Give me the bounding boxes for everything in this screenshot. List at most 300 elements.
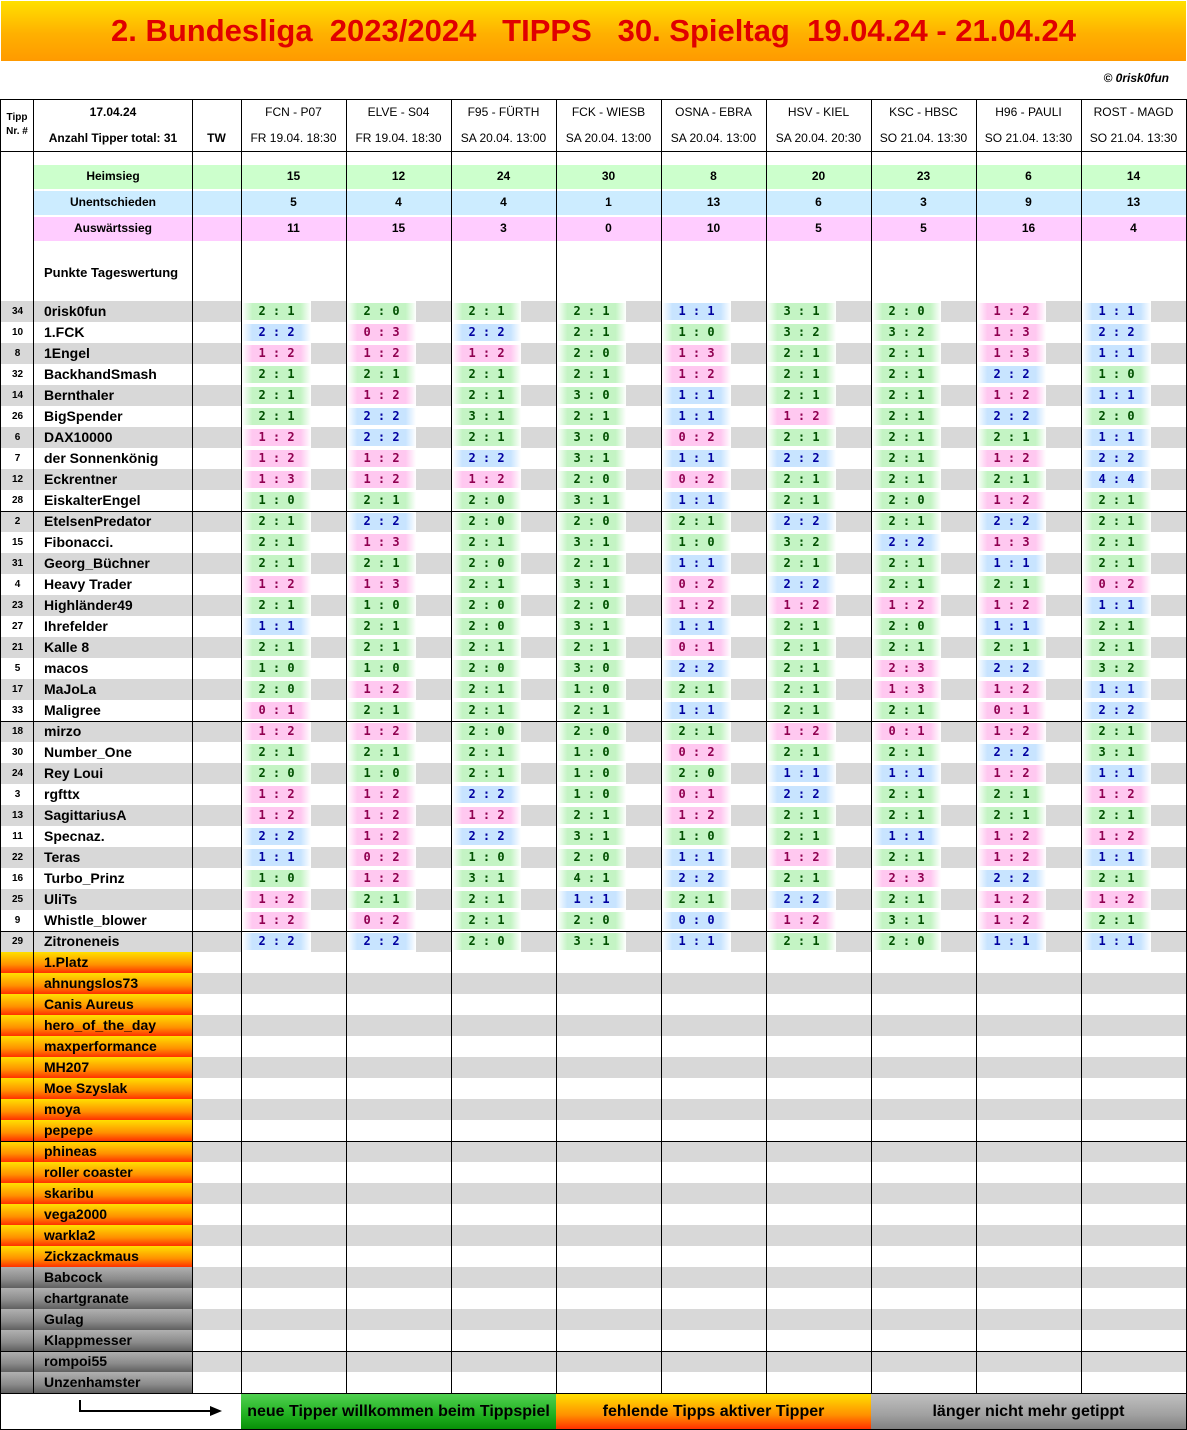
tip-cell: 2 : 1 [872, 555, 941, 572]
row-bg [192, 574, 241, 595]
tip-cell: 1 : 1 [1082, 597, 1151, 614]
row-bg [311, 721, 346, 742]
row-bg [416, 553, 451, 574]
row-bg [192, 931, 241, 952]
tip-cell: 2 : 1 [347, 744, 416, 761]
tip-cell: 2 : 2 [347, 933, 416, 950]
tip-cell: 1 : 1 [662, 492, 731, 509]
tip-cell: 2 : 0 [557, 597, 626, 614]
tipper-nr: 31 [11, 558, 24, 569]
grid-line [0, 99, 1187, 100]
row-bg [521, 721, 556, 742]
tip-cell: 2 : 1 [977, 807, 1046, 824]
tip-cell: 2 : 2 [977, 870, 1046, 887]
row-bg [521, 700, 556, 721]
row-bg [626, 364, 661, 385]
row-bg [192, 1351, 1186, 1372]
grid-line [976, 99, 977, 1393]
row-bg [731, 784, 766, 805]
tip-cell: 1 : 2 [242, 429, 311, 446]
row-bg [836, 343, 871, 364]
match-teams: ELVE - S04 [367, 105, 430, 119]
grid-line [33, 99, 34, 1393]
row-bg [416, 532, 451, 553]
row-bg [192, 847, 241, 868]
tip-cell: 2 : 1 [872, 807, 941, 824]
tip-cell: 0 : 2 [662, 429, 731, 446]
tip-cell: 1 : 1 [872, 765, 941, 782]
row-bg [1046, 301, 1081, 322]
row-bg [941, 616, 976, 637]
row-bg [626, 826, 661, 847]
row-bg [311, 931, 346, 952]
tip-cell: 2 : 2 [452, 324, 521, 341]
row-bg [1151, 616, 1186, 637]
tip-cell: 1 : 0 [347, 597, 416, 614]
tip-cell: 2 : 1 [452, 702, 521, 719]
tip-cell: 0 : 1 [872, 723, 941, 740]
tip-cell: 2 : 1 [767, 471, 836, 488]
row-bg [626, 490, 661, 511]
row-bg [192, 679, 241, 700]
header-total: Anzahl Tipper total: 31 [48, 131, 178, 145]
tip-cell: 2 : 2 [977, 660, 1046, 677]
row-bg [521, 406, 556, 427]
row-bg [416, 784, 451, 805]
row-bg [731, 637, 766, 658]
row-bg [836, 658, 871, 679]
row-bg [192, 511, 241, 532]
row-bg [192, 1015, 1186, 1036]
row-bg [836, 574, 871, 595]
match-time: FR 19.04. 18:30 [250, 131, 337, 145]
row-bg [731, 931, 766, 952]
stat-value: 13 [706, 195, 721, 209]
row-bg [521, 553, 556, 574]
header-tw: TW [207, 131, 226, 145]
row-bg [192, 784, 241, 805]
grid-line [0, 511, 1187, 512]
tipper-nr: 18 [11, 726, 24, 737]
row-bg [626, 616, 661, 637]
row-bg [311, 595, 346, 616]
row-bg [1151, 784, 1186, 805]
tip-cell: 3 : 0 [557, 387, 626, 404]
tip-cell: 2 : 0 [452, 597, 521, 614]
tip-cell: 1 : 1 [662, 702, 731, 719]
tip-cell: 3 : 1 [452, 870, 521, 887]
row-bg [836, 868, 871, 889]
row-bg [416, 301, 451, 322]
row-bg [192, 1141, 1186, 1162]
tipper-name: Fibonacci. [44, 534, 114, 550]
match-teams: OSNA - EBRA [675, 105, 752, 119]
tip-cell: 2 : 1 [767, 492, 836, 509]
row-bg [1151, 700, 1186, 721]
tip-cell: 3 : 1 [767, 303, 836, 320]
row-bg [192, 427, 241, 448]
row-bg [836, 364, 871, 385]
tipper-nr: 17 [11, 684, 24, 695]
tip-cell: 2 : 1 [767, 639, 836, 656]
tip-cell: 2 : 1 [872, 744, 941, 761]
match-time: FR 19.04. 18:30 [355, 131, 442, 145]
tip-cell: 2 : 1 [452, 912, 521, 929]
tip-cell: 1 : 2 [662, 597, 731, 614]
stat-value: 30 [601, 169, 616, 183]
row-bg [521, 784, 556, 805]
row-bg [1046, 658, 1081, 679]
row-bg [311, 847, 346, 868]
row-bg [192, 385, 241, 406]
row-bg [311, 574, 346, 595]
row-bg [1151, 553, 1186, 574]
row-bg [416, 931, 451, 952]
grid-line [451, 99, 452, 1393]
row-bg [192, 1225, 1186, 1246]
tip-cell: 2 : 1 [452, 429, 521, 446]
tip-cell: 2 : 2 [977, 513, 1046, 530]
tip-cell: 1 : 2 [242, 576, 311, 593]
row-bg [1151, 490, 1186, 511]
tip-cell: 1 : 2 [347, 345, 416, 362]
tip-cell: 3 : 2 [872, 324, 941, 341]
row-bg [521, 364, 556, 385]
grid-line [0, 721, 1187, 722]
row-bg [836, 847, 871, 868]
tip-cell: 1 : 1 [1082, 303, 1151, 320]
tip-cell: 2 : 0 [557, 912, 626, 929]
row-bg [1046, 826, 1081, 847]
header-tipp: Tipp [6, 112, 28, 123]
row-bg [192, 910, 241, 931]
match-teams: ROST - MAGD [1093, 105, 1174, 119]
tip-cell: 2 : 1 [977, 786, 1046, 803]
tip-cell: 1 : 1 [242, 849, 311, 866]
tip-cell: 2 : 0 [557, 513, 626, 530]
row-bg [311, 826, 346, 847]
stat-value: 5 [290, 195, 297, 209]
match-time: SA 20.04. 13:00 [670, 131, 757, 145]
row-bg [1046, 511, 1081, 532]
tip-cell: 1 : 2 [1082, 891, 1151, 908]
row-bg [941, 700, 976, 721]
tip-cell: 1 : 0 [452, 849, 521, 866]
row-bg [731, 826, 766, 847]
row-bg [731, 616, 766, 637]
tip-cell: 2 : 0 [557, 471, 626, 488]
row-bg [1046, 427, 1081, 448]
tipper-name: Heavy Trader [44, 576, 132, 592]
row-bg [192, 1330, 1186, 1351]
row-bg [1046, 574, 1081, 595]
tip-cell: 1 : 1 [977, 618, 1046, 635]
tip-cell: 2 : 0 [452, 492, 521, 509]
tipper-nr: 13 [11, 810, 24, 821]
row-bg [311, 469, 346, 490]
tip-cell: 2 : 2 [452, 828, 521, 845]
tip-cell: 2 : 2 [662, 870, 731, 887]
row-bg [521, 469, 556, 490]
tipper-nr: 12 [11, 474, 24, 485]
tip-cell: 2 : 2 [767, 513, 836, 530]
tip-cell: 2 : 1 [977, 639, 1046, 656]
tip-cell: 2 : 1 [977, 429, 1046, 446]
row-bg [1046, 616, 1081, 637]
row-bg [941, 742, 976, 763]
tip-cell: 1 : 2 [767, 912, 836, 929]
tip-cell: 2 : 1 [347, 618, 416, 635]
row-bg [626, 427, 661, 448]
tip-cell: 3 : 1 [557, 534, 626, 551]
tip-cell: 2 : 1 [347, 702, 416, 719]
tipper-name: Maligree [44, 702, 101, 718]
tipper-nr: 23 [11, 600, 24, 611]
tip-cell: 1 : 2 [242, 807, 311, 824]
tip-cell: 2 : 1 [347, 492, 416, 509]
row-bg [192, 1372, 1186, 1393]
row-bg [731, 763, 766, 784]
row-bg [941, 658, 976, 679]
row-bg [521, 322, 556, 343]
tipper-name: Ihrefelder [44, 618, 108, 634]
tip-cell: 2 : 1 [452, 387, 521, 404]
row-bg [836, 595, 871, 616]
tip-cell: 2 : 2 [767, 450, 836, 467]
tip-cell: 1 : 3 [872, 681, 941, 698]
row-bg [731, 427, 766, 448]
tip-cell: 1 : 2 [347, 471, 416, 488]
row-bg [416, 889, 451, 910]
tip-cell: 1 : 2 [767, 408, 836, 425]
row-bg [836, 553, 871, 574]
missing-tipper-name: vega2000 [44, 1206, 108, 1222]
tip-cell: 1 : 1 [662, 933, 731, 950]
tipper-nr: 11 [12, 831, 23, 842]
row-bg [836, 805, 871, 826]
tip-cell: 2 : 3 [872, 870, 941, 887]
tip-cell: 1 : 1 [1082, 345, 1151, 362]
row-bg [1151, 658, 1186, 679]
tip-cell: 1 : 0 [662, 324, 731, 341]
tip-cell: 0 : 2 [662, 471, 731, 488]
tip-cell: 2 : 1 [767, 744, 836, 761]
row-bg [941, 679, 976, 700]
row-bg [1151, 469, 1186, 490]
row-bg [192, 658, 241, 679]
row-bg [192, 973, 1186, 994]
row-bg [626, 511, 661, 532]
row-bg [1046, 637, 1081, 658]
tip-cell: 2 : 1 [872, 576, 941, 593]
tip-cell: 1 : 1 [662, 450, 731, 467]
row-bg [836, 889, 871, 910]
tip-cell: 2 : 1 [977, 576, 1046, 593]
row-bg [1046, 385, 1081, 406]
row-bg [626, 595, 661, 616]
stat-value: 5 [815, 221, 822, 235]
row-bg [626, 931, 661, 952]
tip-cell: 2 : 1 [767, 366, 836, 383]
row-bg [521, 637, 556, 658]
tipper-name: SagittariusA [44, 807, 127, 823]
row-bg [311, 868, 346, 889]
row-bg [731, 511, 766, 532]
tipper-name: EiskalterEngel [44, 492, 141, 508]
tip-cell: 3 : 1 [557, 933, 626, 950]
tip-cell: 2 : 2 [242, 933, 311, 950]
row-bg [192, 763, 241, 784]
tip-cell: 1 : 2 [977, 681, 1046, 698]
row-bg [416, 868, 451, 889]
row-bg [731, 385, 766, 406]
row-bg [521, 742, 556, 763]
row-bg [941, 574, 976, 595]
tip-cell: 1 : 0 [242, 660, 311, 677]
row-bg [192, 805, 241, 826]
tip-cell: 2 : 1 [767, 828, 836, 845]
row-bg [192, 994, 1186, 1015]
tip-cell: 2 : 1 [242, 408, 311, 425]
tip-cell: 1 : 0 [347, 660, 416, 677]
row-bg [311, 637, 346, 658]
tip-cell: 1 : 1 [662, 387, 731, 404]
tipper-name: Zitroneneis [44, 933, 120, 949]
tip-cell: 0 : 1 [977, 702, 1046, 719]
tip-cell: 3 : 0 [557, 660, 626, 677]
row-bg [192, 1099, 1186, 1120]
tip-cell: 0 : 2 [662, 576, 731, 593]
tip-cell: 2 : 1 [347, 891, 416, 908]
row-bg [941, 490, 976, 511]
row-bg [311, 532, 346, 553]
row-bg [192, 1267, 1186, 1288]
stat-value: 6 [815, 195, 822, 209]
missing-tipper-name: moya [44, 1101, 81, 1117]
row-bg [311, 553, 346, 574]
tip-cell: 1 : 2 [767, 723, 836, 740]
tipper-nr: 16 [11, 873, 24, 884]
stat-label: Heimsieg [86, 169, 140, 183]
inactive-tipper-name: Gulag [44, 1311, 84, 1327]
row-bg [521, 448, 556, 469]
row-bg [416, 427, 451, 448]
missing-tipper-name: Canis Aureus [44, 996, 134, 1012]
row-bg [836, 826, 871, 847]
tip-cell: 1 : 2 [662, 366, 731, 383]
grid-line [0, 151, 1187, 152]
tip-cell: 4 : 4 [1082, 471, 1151, 488]
row-bg [416, 700, 451, 721]
row-bg [731, 553, 766, 574]
tip-cell: 2 : 1 [242, 597, 311, 614]
row-bg [731, 469, 766, 490]
row-bg [311, 616, 346, 637]
header-nr: Nr. # [6, 126, 28, 137]
tip-cell: 2 : 2 [1082, 324, 1151, 341]
row-bg [941, 931, 976, 952]
row-bg [1151, 805, 1186, 826]
stat-label: Unentschieden [69, 195, 156, 209]
row-bg [192, 301, 241, 322]
tip-cell: 1 : 3 [662, 345, 731, 362]
tipper-name: Bernthaler [44, 387, 115, 403]
row-bg [521, 868, 556, 889]
row-bg [416, 805, 451, 826]
row-bg [731, 868, 766, 889]
row-bg [731, 490, 766, 511]
row-bg [192, 952, 1186, 973]
row-bg [192, 1057, 1186, 1078]
tip-cell: 2 : 0 [1082, 408, 1151, 425]
row-bg [1151, 343, 1186, 364]
tipper-name: Highländer49 [44, 597, 133, 613]
tip-cell: 4 : 1 [557, 870, 626, 887]
row-bg [626, 889, 661, 910]
tip-cell: 2 : 1 [1082, 555, 1151, 572]
row-bg [941, 847, 976, 868]
row-bg [521, 385, 556, 406]
match-time: SO 21.04. 13:30 [879, 131, 968, 145]
tip-cell: 3 : 1 [452, 408, 521, 425]
row-bg [1046, 721, 1081, 742]
tip-cell: 2 : 1 [767, 807, 836, 824]
row-bg [311, 910, 346, 931]
row-bg [941, 595, 976, 616]
row-bg [941, 889, 976, 910]
tip-cell: 1 : 2 [347, 681, 416, 698]
missing-tipper-name: Zickzackmaus [44, 1248, 139, 1264]
tipper-nr: 22 [11, 852, 24, 863]
tipper-nr: 10 [11, 327, 24, 338]
row-bg [836, 448, 871, 469]
tip-cell: 2 : 1 [872, 702, 941, 719]
points-label: Punkte Tageswertung [44, 265, 179, 280]
grid-line [0, 1393, 1, 1429]
row-bg [941, 553, 976, 574]
tipper-name: Rey Loui [44, 765, 104, 781]
row-bg [1151, 301, 1186, 322]
tip-cell: 0 : 2 [662, 744, 731, 761]
row-bg [311, 385, 346, 406]
row-bg [192, 532, 241, 553]
row-bg [416, 343, 451, 364]
tip-cell: 2 : 1 [872, 387, 941, 404]
tip-cell: 2 : 2 [767, 576, 836, 593]
tip-cell: 0 : 2 [347, 912, 416, 929]
row-bg [521, 301, 556, 322]
row-bg [836, 406, 871, 427]
grid-line [0, 1141, 1187, 1142]
row-bg [416, 595, 451, 616]
stat-value: 15 [286, 169, 301, 183]
tip-cell: 2 : 2 [977, 408, 1046, 425]
row-bg [311, 784, 346, 805]
tipper-nr: 27 [11, 621, 24, 632]
row-bg [521, 616, 556, 637]
tip-cell: 1 : 1 [767, 765, 836, 782]
tip-cell: 2 : 1 [242, 555, 311, 572]
tip-cell: 1 : 3 [242, 471, 311, 488]
tip-cell: 2 : 1 [872, 849, 941, 866]
match-time: SA 20.04. 13:00 [565, 131, 652, 145]
grid-line [0, 1351, 1187, 1352]
row-bg [836, 532, 871, 553]
tip-cell: 1 : 0 [242, 492, 311, 509]
tipper-name: MaJoLa [44, 681, 97, 697]
tip-cell: 1 : 2 [452, 471, 521, 488]
row-bg [1046, 931, 1081, 952]
